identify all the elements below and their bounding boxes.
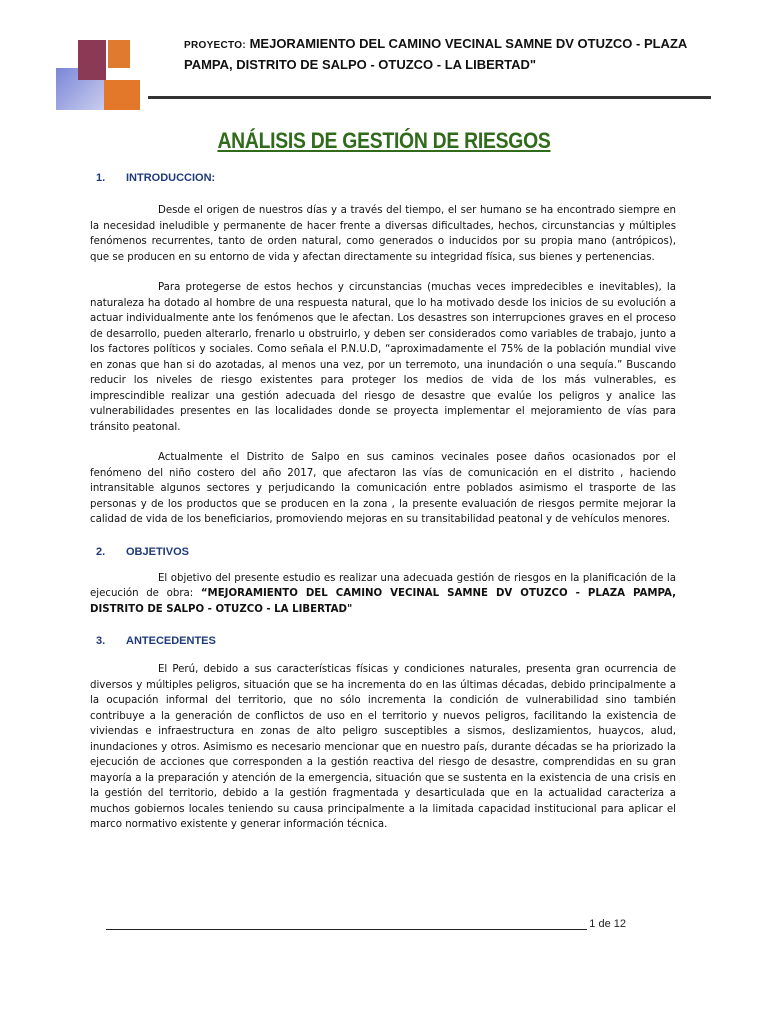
- section-heading-objetivos: [90, 546, 676, 558]
- section-title: OBJETIVOS: [126, 545, 189, 558]
- project-tag: PROYECTO:: [184, 40, 246, 51]
- logo: [56, 40, 146, 110]
- paragraph-objetivos: [90, 571, 676, 618]
- objective-text: El objetivo del presente estudio es realizar una adecuada gestión de riesgos en la planificación de la ejecución de obra:: [90, 572, 676, 599]
- section-number: 2.: [96, 545, 106, 558]
- objective-project-name: “MEJORAMIENTO DEL CAMINO VECINAL SAMNE DV OTUZCO - PLAZA PAMPA, DISTRITO DE SALPO - OTUZCO - LA LIBERTAD": [90, 588, 676, 615]
- project-line-2: PAMPA, DISTRITO DE SALPO - OTUZCO - LA LIBERTAD": [184, 57, 537, 72]
- page-footer: [106, 917, 626, 930]
- section-title: ANTECEDENTES: [126, 635, 216, 647]
- section-heading-introduccion: [90, 172, 676, 184]
- section-number: 3.: [96, 635, 106, 647]
- logo-square-orange-bottom: [104, 80, 140, 110]
- project-line-1: MEJORAMIENTO DEL CAMINO VECINAL SAMNE DV OTUZCO - PLAZA: [249, 36, 688, 51]
- project-header: [184, 34, 704, 74]
- page-title: ANÁLISIS DE GESTIÓN DE RIESGOS: [217, 128, 551, 153]
- section-number: 1.: [96, 172, 106, 184]
- footer-line: [106, 917, 587, 930]
- section-title: INTRODUCCION:: [126, 172, 216, 184]
- logo-square-maroon: [78, 40, 106, 80]
- paragraph: Para protegerse de estos hechos y circunstancias (muchas veces impredecibles e inevitables), la naturaleza ha dotado al hombre de una respuesta natural, que lo ha motivado desde los inicios de su evolución a actuar individualmente ante los fenómenos que le afectan. Los desastres son interrupciones graves en el proceso de desarrollo, pueden alterarlo, frenarlo u obstruirlo, y deben ser considerados como variables de trabajo, junto a los factores políticos y sociales. Como señala el P.N.U.D, “aproximadamente el 75% de la población mundial vive en zonas que han si do azotadas, al menos una vez, por un terremoto, una inundación o una sequía.” Buscando reducir los niveles de riesgo existentes para proteger los medios de vida de los más vulnerables, es imprescindible realizar una gestión adecuada del riesgo de desastre que evalúe los peligros y analice las vulnerabilidades presentes en las localidades donde se proyecta implementar el mejoramiento de vías para tránsito peatonal.: [90, 282, 676, 433]
- paragraph: El Perú, debido a sus características físicas y condiciones naturales, presenta gran ocurrencia de diversos y múltiples peligros, situación que se ha incrementa do en las últimas décadas, debido principalmente a la ocupación informal del territorio, que no sólo incrementa la condición de vulnerabilidad sino también contribuye a la generación de conflictos de uso en el territorio y nuevos peligros, facilitando la existencia de viviendas e infraestructura en zonas de alto peligro susceptibles a sismos, deslizamientos, huaycos, alud, inundaciones y otros. Asimismo es necesario mencionar que en nuestro país, durante décadas se ha priorizado la ejecución de acciones que corresponden a la gestión reactiva del riesgo de desastre, comprendidas en su gran mayoría a la preparación y atención de la emergencia, situación que se sustenta en la existencia de una crisis en la gestión del territorio, debido a la gestión fragmentada y desarticulada que en la actualidad caracteriza a muchos gobiernos locales teniendo su causa principalmente a la limitada capacidad institucional para aplicar el marco normativo existente y generar información técnica.: [90, 664, 676, 830]
- paragraph: Actualmente el Distrito de Salpo en sus caminos vecinales posee daños ocasionados por el fenómeno del niño costero del año 2017, que afectaron las vías de comunicación en el distrito , haciendo intransitable algunos sectores y perjudicando la comunicación entre poblados asimismo el trasporte de las personas y de los productos que se producen en la zona , la presente evaluación de riesgos permite mejorar la calidad de vida de los beneficiarios, promoviendo mejoras en su transitabilidad peatonal y de vehículos menores.: [90, 452, 676, 525]
- document-body: [90, 170, 676, 833]
- logo-square-orange-top: [108, 40, 130, 68]
- paragraph: Desde el origen de nuestros días y a través del tiempo, el ser humano se ha encontrado siempre en la necesidad ineludible y permanente de hacer frente a diversas dificultades, hechos, circunstancias y múltiples fenómenos recurrentes, tanto de orden natural, como generados o inducidos por su propia mano (antrópicos), que se producen en su entorno de vida y afectan directamente su integridad física, sus bienes y pertenencias.: [90, 205, 676, 263]
- section-heading-antecedentes: [90, 635, 676, 647]
- header-rule: [148, 96, 711, 99]
- page-number: 1 de 12: [589, 918, 626, 930]
